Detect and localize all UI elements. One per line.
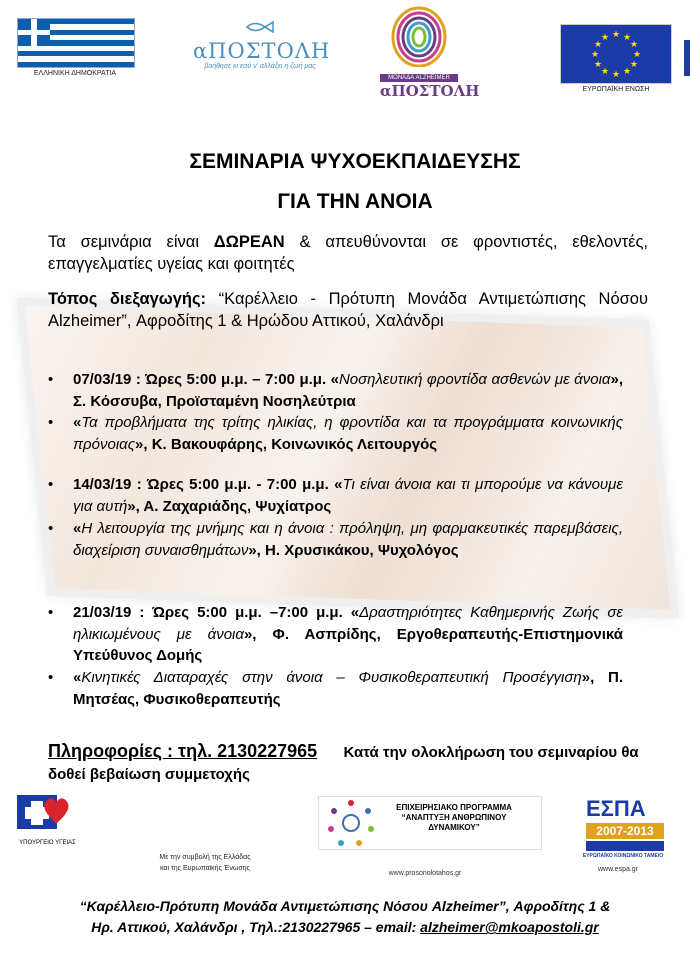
session-topic: Κινητικές Διαταραχές στην άνοια – Φυσικοθεραπευτική Προσέγγιση <box>81 669 582 686</box>
espa-logo <box>568 797 668 865</box>
session-date: 21/03/19 : Ώρες 5:00 μ.μ. –7:00 μ.μ. <box>73 604 351 621</box>
intro-after: & απευθύνονται σε φροντιστές, εθελοντές, επαγγελματίες υγείας και φοιτητές <box>48 233 648 273</box>
svg-text:★: ★ <box>629 40 639 50</box>
list-item <box>48 667 623 710</box>
svg-text:★: ★ <box>622 67 632 77</box>
espa-fund: ΕΥΡΩΠΑΪΚΟ ΚΟΙΝΩΝΙΚΟ ΤΑΜΕΙΟ <box>582 853 664 859</box>
espa-years: 2007-2013 <box>586 823 664 839</box>
apostoli-logo <box>193 20 331 80</box>
ministry-caption: ΥΠΟΥΡΓΕΙΟ ΥΓΕΙΑΣ <box>19 840 76 846</box>
venue-label: Τόπος διεξαγωγής: <box>48 290 207 308</box>
session-speaker: », Π. Μητσέας, Φυσικοθεραπευτής <box>73 669 623 708</box>
svg-text:★: ★ <box>629 60 639 70</box>
session-topic: Νοσηλευτική φροντίδα ασθενών με άνοια <box>338 371 611 388</box>
session-date: 07/03/19 : Ώρες 5:00 μ.μ. – 7:00 μ.μ. <box>73 371 331 388</box>
session-topic: Τα προβλήματα της τρίτης ηλικίας, η φροντίδα και τα προγράμματα κοινωνικής πρόνοιας <box>73 414 623 453</box>
background-photo <box>16 297 679 618</box>
caduceus-icon <box>15 793 80 833</box>
support-line1: Με την συμβολή της Ελλάδας <box>159 854 251 861</box>
espa-word: ΕΣΠΑ <box>586 796 646 821</box>
alzheimer-unit-logo <box>380 5 480 105</box>
eu-caption: ΕΥΡΩΠΑΪΚΗ ΕΝΩΣΗ <box>582 86 650 93</box>
svg-text:★: ★ <box>593 60 603 70</box>
bullet-icon: • <box>48 371 54 388</box>
espa-url: www.espa.gr <box>597 866 639 873</box>
info-certificate: Κατά την ολοκλήρωση του σεμιναρίου θα δοθεί βεβαίωση συμμετοχής <box>48 744 639 783</box>
bullet-icon: • <box>48 520 54 537</box>
quote-open: « <box>73 669 82 686</box>
eu-stars-icon <box>561 25 671 83</box>
alzheimer-unit-band: ΜΟΝΑΔΑ ALZHEIMER <box>380 74 458 82</box>
page-title-line2: ΓΙΑ ΤΗΝ ΑΝΟΙΑ <box>277 190 433 213</box>
intro-before: Τα σεμινάρια είναι <box>48 233 214 251</box>
svg-text:★: ★ <box>611 70 621 80</box>
espa-blue-bar <box>586 841 664 851</box>
epan-line2: “ΑΝΑΠΤΥΞΗ ΑΝΘΡΩΠΙΝΟΥ ΔΥΝΑΜΙΚΟΥ” <box>401 813 507 832</box>
footer-address <box>0 896 690 938</box>
session-speaker: », Η. Χρυσικάκου, Ψυχολόγος <box>248 541 459 559</box>
epan-logo <box>318 796 542 850</box>
support-line2: και της Ευρωπαϊκής Ένωσης <box>160 865 250 872</box>
footer-line1: “Καρέλλειο-Πρότυπη Μονάδα Αντιμετώπισης Νόσου Alzheimer”, Αφροδίτης 1 & <box>79 898 611 914</box>
greek-flag-logo <box>17 18 135 68</box>
footer-line2: Ηρ. Αττικού, Χαλάνδρι , Τηλ.:2130227965 – email: <box>91 919 421 935</box>
list-item <box>48 474 623 517</box>
svg-text:★: ★ <box>611 30 621 40</box>
svg-text:★: ★ <box>632 50 642 60</box>
eu-flag-edge <box>684 40 690 76</box>
session-date: 14/03/19 : Ώρες 5:00 μ.μ. - 7:00 μ.μ. <box>73 476 335 493</box>
session-topic: Δραστηριότητες Καθημερινής Ζωής σε ηλικιωμένους με άνοια <box>73 604 624 643</box>
svg-text:★: ★ <box>590 50 600 60</box>
epan-url: www.prosonolotahos.gr <box>388 870 462 877</box>
apostoli-tagline: βοήθησε κι εσύ ν' αλλάξει η ζωή μας <box>204 63 316 70</box>
svg-text:★: ★ <box>593 40 603 50</box>
quote-open: « <box>334 476 343 493</box>
ministry-of-health-logo <box>15 793 80 846</box>
session-speaker: », Φ. Ασπρίδης, Εργοθεραπευτής-Επιστημονικά Υπεύθυνος Δομής <box>73 625 624 664</box>
intro-text <box>48 231 648 275</box>
venue-text <box>48 288 648 332</box>
eu-flag-logo <box>560 24 672 84</box>
info-phone: Πληροφορίες : τηλ. 2130227965 <box>48 741 318 761</box>
bullet-icon: • <box>48 669 54 686</box>
bullet-icon: • <box>48 604 54 621</box>
fingerprint-icon <box>389 5 449 67</box>
session-topic: Η λειτουργία της μνήμης και η άνοια : πρόληψη, μη φαρμακευτικές παρεμβάσεις, διαχείριση συναισθημάτων <box>73 520 623 559</box>
page-title-line1: ΣΕΜΙΝΑΡΙΑ ΨΥΧΟΕΚΠΑΙΔΕΥΣΗΣ <box>189 150 521 173</box>
people-circle-icon <box>323 797 379 849</box>
apostoli-logo-word: αΠΟΣΤΟΛΗ <box>193 39 331 63</box>
list-item <box>48 412 623 455</box>
bullet-icon: • <box>48 414 54 431</box>
greek-republic-caption: ΕΛΛΗΝΙΚΗ ΔΗΜΟΚΡΑΤΙΑ <box>33 70 117 77</box>
list-item <box>48 602 623 667</box>
session-speaker: », Α. Ζαχαριάδης, Ψυχίατρος <box>127 497 332 515</box>
list-item <box>48 518 623 561</box>
epan-line1: ΕΠΙΧΕΙΡΗΣΙΑΚΟ ΠΡΟΓΡΑΜΜΑ <box>396 803 512 812</box>
svg-text:★: ★ <box>600 33 610 43</box>
email-link[interactable]: alzheimer@mkoapostoli.gr <box>420 919 599 935</box>
session-speaker: », Κ. Βακουφάρης, Κοινωνικός Λειτουργός <box>135 435 438 453</box>
svg-text:★: ★ <box>600 67 610 77</box>
support-text <box>130 852 280 874</box>
alzheimer-unit-word: αΠΟΣΤΟΛΗ <box>380 82 480 100</box>
fish-icon <box>245 20 275 34</box>
quote-open: « <box>350 604 360 621</box>
session-topic: Τι είναι άνοια και τι μπορούμε να κάνουμε για αυτή <box>73 476 623 515</box>
quote-open: « <box>73 520 82 537</box>
venue-address: “Καρέλλειο - Πρότυπη Μονάδα Αντιμετώπισης Νόσου Alzheimer”, Αφροδίτης 1 & Ηρώδου Αττικού, Χαλάνδρι <box>48 290 649 330</box>
bullet-icon: • <box>48 476 54 493</box>
session-speaker: », Σ. Κόσσυβα, Προϊσταμένη Νοσηλεύτρια <box>73 371 623 410</box>
quote-open: « <box>73 414 82 431</box>
list-item <box>48 369 623 412</box>
quote-open: « <box>330 371 339 388</box>
intro-free: ΔΩΡΕΑΝ <box>213 233 285 251</box>
svg-text:★: ★ <box>622 33 632 43</box>
info-block <box>48 740 648 786</box>
